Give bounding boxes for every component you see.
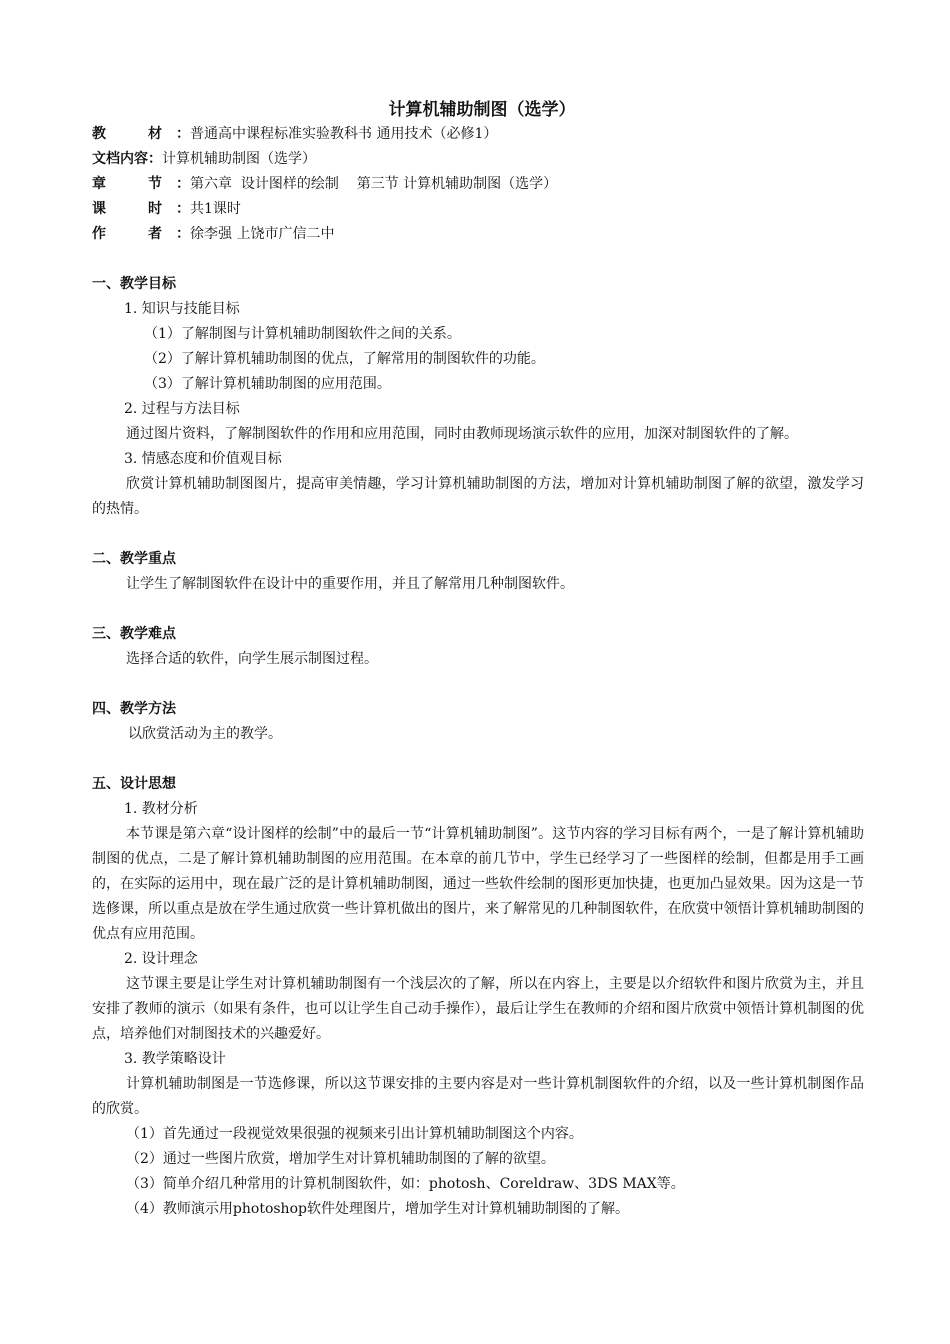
document-title: 计算机辅助制图（选学）	[388, 100, 576, 120]
paragraph: 这节课主要是让学生对计算机辅助制图有一个浅层次的了解，所以在内容上，主要是以介绍软件和图片欣赏为主，并且安排了教师的演示（如果有条件，也可以让学生自己动手操作），最后让学生在教师的介绍和图片欣赏中领悟计算机制图的优点，培养他们对制图技术的兴趣爱好。	[92, 976, 864, 1042]
section-heading-objectives: 一、教学目标	[92, 276, 176, 292]
list-item: （1）了解制图与计算机辅助制图软件之间的关系。	[144, 326, 461, 342]
section-heading-methods: 四、教学方法	[92, 701, 176, 717]
meta-author: 作 者 ：徐李强 上饶市广信二中	[92, 222, 864, 247]
meta-value: 徐李强 上饶市广信二中	[190, 226, 335, 242]
subheading: 1. 教材分析	[124, 801, 198, 817]
meta-value: 共1课时	[190, 201, 241, 217]
document-page	[92, 98, 864, 1222]
section-heading-design: 五、设计思想	[92, 776, 176, 792]
subheading: 3. 情感态度和价值观目标	[124, 451, 282, 467]
section-heading-key-points: 二、教学重点	[92, 551, 176, 567]
meta-period: 课 时 ：共1课时	[92, 197, 864, 222]
paragraph: 让学生了解制图软件在设计中的重要作用，并且了解常用几种制图软件。	[126, 576, 574, 592]
paragraph: 本节课是第六章“设计图样的绘制”中的最后一节“计算机辅助制图”。这节内容的学习目标有两个，一是了解计算机辅助制图的优点，二是了解计算机辅助制图的应用范围。在本章的前几节中，学生已经学习了一些图样的绘制，但都是用手工画的，在实际的运用中，现在最广泛的是计算机辅助制图，通过一些软件绘制的图形更加快捷，也更加凸显效果。因为这是一节选修课，所以重点是放在学生通过欣赏一些计算机做出的图片，来了解常见的几种制图软件，在欣赏中领悟计算机辅助制图的优点有应用范围。	[92, 826, 864, 942]
meta-value: 计算机辅助制图（选学）	[162, 151, 316, 167]
meta-value: 第六章 设计图样的绘制 第三节 计算机辅助制图（选学）	[190, 176, 558, 192]
paragraph: 欣赏计算机辅助制图图片，提高审美情趣，学习计算机辅助制图的方法，增加对计算机辅助制图了解的欲望，激发学习的热情。	[92, 476, 864, 517]
meta-value: 普通高中课程标准实验教科书 通用技术（必修1）	[190, 126, 498, 142]
list-item: （2）通过一些图片欣赏，增加学生对计算机辅助制图的了解的欲望。	[126, 1151, 555, 1167]
meta-textbook: 教 材 ：普通高中课程标准实验教科书 通用技术（必修1）	[92, 122, 864, 147]
meta-key: 章 节	[92, 176, 162, 192]
subheading: 2. 设计理念	[124, 951, 198, 967]
meta-key: 作 者	[92, 226, 162, 242]
meta-key: 教 材	[92, 126, 162, 142]
subheading: 2. 过程与方法目标	[124, 401, 240, 417]
paragraph: 以欣赏活动为主的教学。	[128, 726, 282, 742]
paragraph: 通过图片资料，了解制图软件的作用和应用范围，同时由教师现场演示软件的应用，加深对制图软件的了解。	[126, 426, 798, 442]
list-item: （4）教师演示用photoshop软件处理图片，增加学生对计算机辅助制图的了解。	[126, 1201, 629, 1217]
section-heading-difficulties: 三、教学难点	[92, 626, 176, 642]
list-item: （1）首先通过一段视觉效果很强的视频来引出计算机辅助制图这个内容。	[126, 1126, 583, 1142]
list-item: （3）了解计算机辅助制图的应用范围。	[144, 376, 391, 392]
list-item: （2）了解计算机辅助制图的优点，了解常用的制图软件的功能。	[144, 351, 545, 367]
list-item: （3）简单介绍几种常用的计算机制图软件，如：photosh、Coreldraw、3DS MAX等。	[126, 1176, 685, 1192]
meta-chapter: 章 节 ：第六章 设计图样的绘制 第三节 计算机辅助制图（选学）	[92, 172, 864, 197]
subheading: 3. 教学策略设计	[124, 1051, 226, 1067]
meta-key: 课 时	[92, 201, 162, 217]
subheading: 1. 知识与技能目标	[124, 301, 240, 317]
paragraph: 选择合适的软件，向学生展示制图过程。	[126, 651, 378, 667]
meta-key: 文档内容	[92, 151, 148, 167]
paragraph: 计算机辅助制图是一节选修课，所以这节课安排的主要内容是对一些计算机制图软件的介绍，以及一些计算机制图作品的欣赏。	[92, 1076, 864, 1117]
meta-content: 文档内容：计算机辅助制图（选学）	[92, 147, 864, 172]
